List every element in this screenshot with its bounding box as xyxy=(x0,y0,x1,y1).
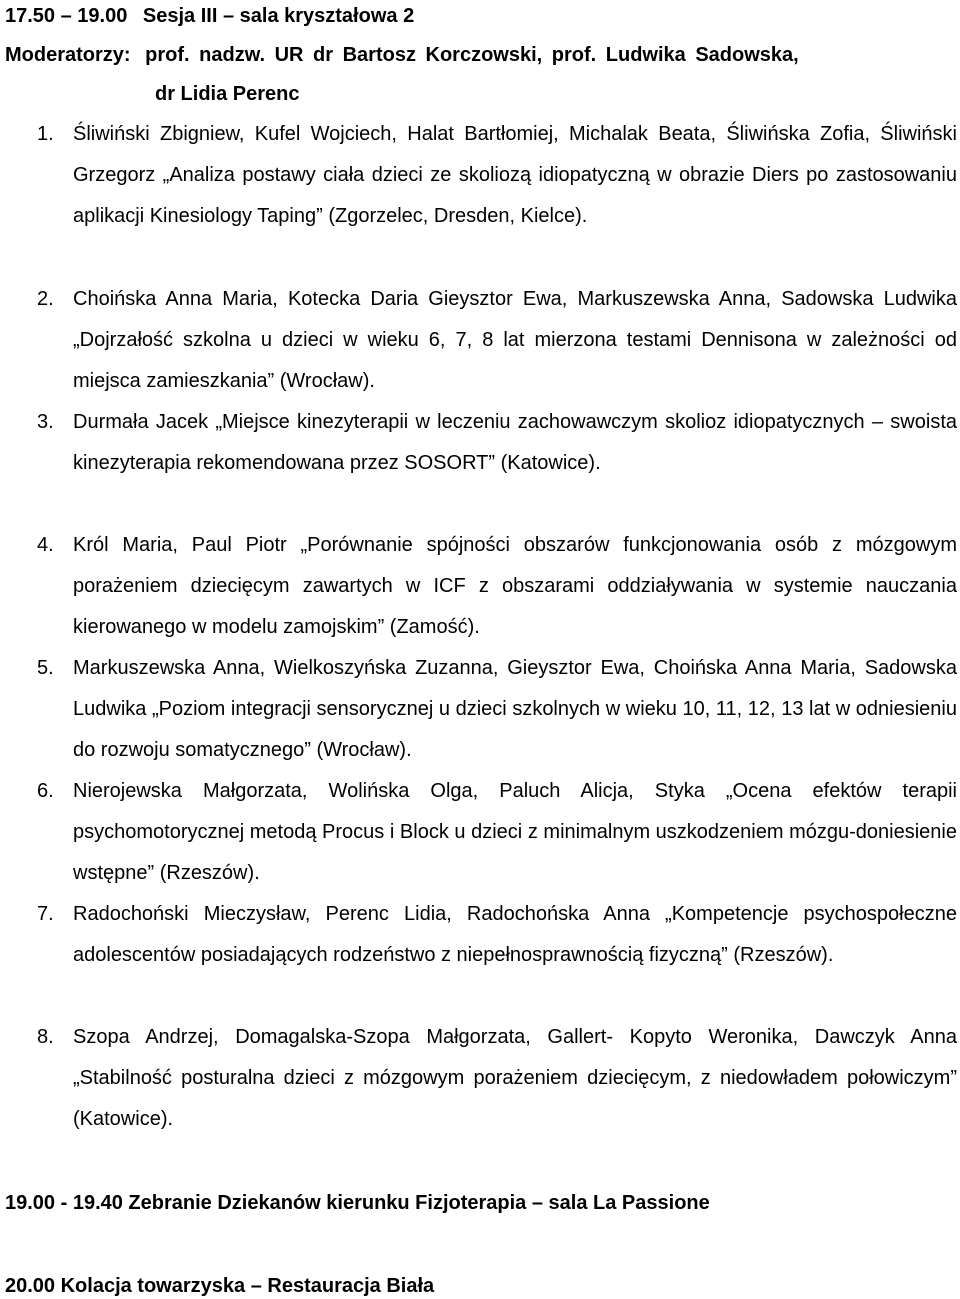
item-number: 2. xyxy=(37,288,54,310)
list-item xyxy=(0,279,960,402)
moderators-label: Moderatorzy: xyxy=(5,44,131,66)
list-item xyxy=(0,525,960,648)
list-item xyxy=(0,771,960,894)
item-text: Radochoński Mieczysław, Perenc Lidia, Radochońska Anna „Kompetencje psychospołeczne adolescentów posiadających rodzeństwo z niepełnosprawnością fizyczną” (Rzeszów). xyxy=(73,903,957,966)
social-dinner: 20.00 Kolacja towarzyska – Restauracja Biała xyxy=(5,1275,435,1297)
deans-meeting: 19.00 - 19.40 Zebranie Dziekanów kierunku Fizjoterapia – sala La Passione xyxy=(5,1192,710,1214)
item-number: 4. xyxy=(37,534,54,556)
item-text: Nierojewska Małgorzata, Wolińska Olga, Paluch Alicja, Styka „Ocena efektów terapii psychomotorycznej metodą Procus i Block u dzieci z minimalnym uszkodzeniem mózgu-doniesienie wstępne” (Rzeszów). xyxy=(73,780,957,884)
session-header xyxy=(5,4,414,28)
item-number: 6. xyxy=(37,780,54,802)
item-number: 1. xyxy=(37,123,54,145)
list-item xyxy=(0,894,960,1017)
moderators-names: prof. nadzw. UR dr Bartosz Korczowski, prof. Ludwika Sadowska, xyxy=(145,44,799,66)
moderators-line xyxy=(5,43,799,67)
item-text: Durmała Jacek „Miejsce kinezyterapii w leczeniu zachowawczym skolioz idiopatycznych – swoista kinezyterapia rekomendowana przez SOSORT” (Katowice). xyxy=(73,411,957,474)
item-text: Choińska Anna Maria, Kotecka Daria Gieysztor Ewa, Markuszewska Anna, Sadowska Ludwika „Dojrzałość szkolna u dzieci w wieku 6, 7, 8 lat mierzona testami Dennisona w zależności od miejsca zamieszkania” (Wrocław). xyxy=(73,288,957,392)
item-text: Król Maria, Paul Piotr „Porównanie spójności obszarów funkcjonowania osób z mózgowym porażeniem dziecięcym zawartych w ICF z obszarami oddziaływania w systemie nauczania kierowanego w modelu zamojskim” (Zamość). xyxy=(73,534,957,638)
item-number: 8. xyxy=(37,1026,54,1048)
item-text: Śliwiński Zbigniew, Kufel Wojciech, Halat Bartłomiej, Michalak Beata, Śliwińska Zofia, Śliwiński Grzegorz „Analiza postawy ciała dzieci ze skoliozą idiopatyczną w obrazie Diers po zastosowaniu aplikacji Kinesiology Taping” (Zgorzelec, Dresden, Kielce). xyxy=(73,123,957,227)
item-text: Szopa Andrzej, Domagalska-Szopa Małgorzata, Gallert- Kopyto Weronika, Dawczyk Anna „Stabilność posturalna dzieci z mózgowym porażeniem dziecięcym, z niedowładem połowiczym” (Katowice). xyxy=(73,1026,957,1130)
list-item xyxy=(0,402,960,525)
list-item xyxy=(0,648,960,771)
list-item xyxy=(0,1017,960,1140)
list-item xyxy=(0,114,960,278)
item-number: 5. xyxy=(37,657,54,679)
item-number: 3. xyxy=(37,411,54,433)
session-title: Sesja III – sala kryształowa 2 xyxy=(142,5,415,27)
item-text: Markuszewska Anna, Wielkoszyńska Zuzanna, Gieysztor Ewa, Choińska Anna Maria, Sadowska Ludwika „Poziom integracji sensorycznej u dzieci szkolnych w wieku 10, 11, 12, 13 lat w odniesieniu do rozwoju somatycznego” (Wrocław). xyxy=(73,657,957,761)
session-time: 17.50 – 19.00 xyxy=(5,5,128,27)
item-number: 7. xyxy=(37,903,54,925)
moderators-continuation: dr Lidia Perenc xyxy=(155,83,300,105)
